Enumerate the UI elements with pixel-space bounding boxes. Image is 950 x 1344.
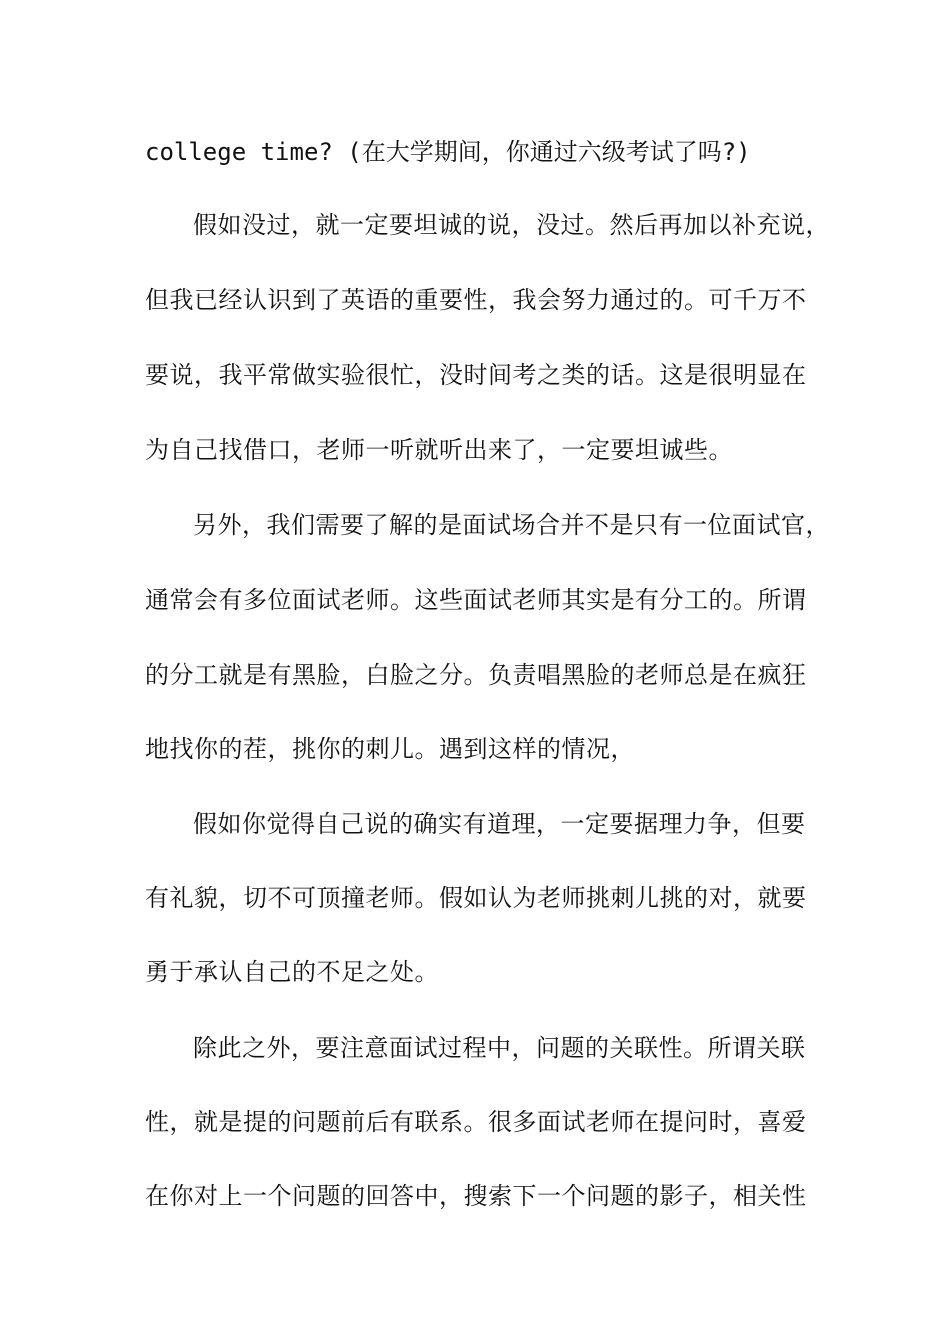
text-line-5: 为自己找借口，老师一听就听出来了，一定要坦诚些。 xyxy=(145,436,733,464)
text-line-3: 但我已经认识到了英语的重要性，我会努力通过的。可千万不 xyxy=(145,286,807,314)
text-line-2: 假如没过，就一定要坦诚的说，没过。然后再加以补充说， xyxy=(193,211,830,239)
text-line-9: 地找你的茬，挑你的刺儿。遇到这样的情况， xyxy=(145,735,635,763)
text-line-15: 在你对上一个问题的回答中，搜索下一个问题的影子，相关性 xyxy=(145,1182,807,1210)
text-line-8: 的分工就是有黑脸，白脸之分。负责唱黑脸的老师总是在疯狂 xyxy=(145,661,807,689)
text-line-13: 除此之外，要注意面试过程中，问题的关联性。所谓关联 xyxy=(193,1034,806,1062)
text-line-14: 性，就是提的问题前后有联系。很多面试老师在提问时，喜爱 xyxy=(145,1108,807,1136)
text-line-11: 有礼貌，切不可顶撞老师。假如认为老师挑刺儿挑的对，就要 xyxy=(145,884,807,912)
text-line-4: 要说，我平常做实验很忙，没时间考之类的话。这是很明显在 xyxy=(145,361,807,389)
text-line-10: 假如你觉得自己说的确实有道理，一定要据理力争，但要 xyxy=(193,810,806,838)
text-line-12: 勇于承认自己的不足之处。 xyxy=(145,958,439,986)
text-line-1: college time? (在大学期间，你通过六级考试了吗?) xyxy=(145,138,751,166)
text-line-7: 通常会有多位面试老师。这些面试老师其实是有分工的。所谓 xyxy=(145,586,807,614)
text-line-6: 另外，我们需要了解的是面试场合并不是只有一位面试官， xyxy=(193,511,830,539)
